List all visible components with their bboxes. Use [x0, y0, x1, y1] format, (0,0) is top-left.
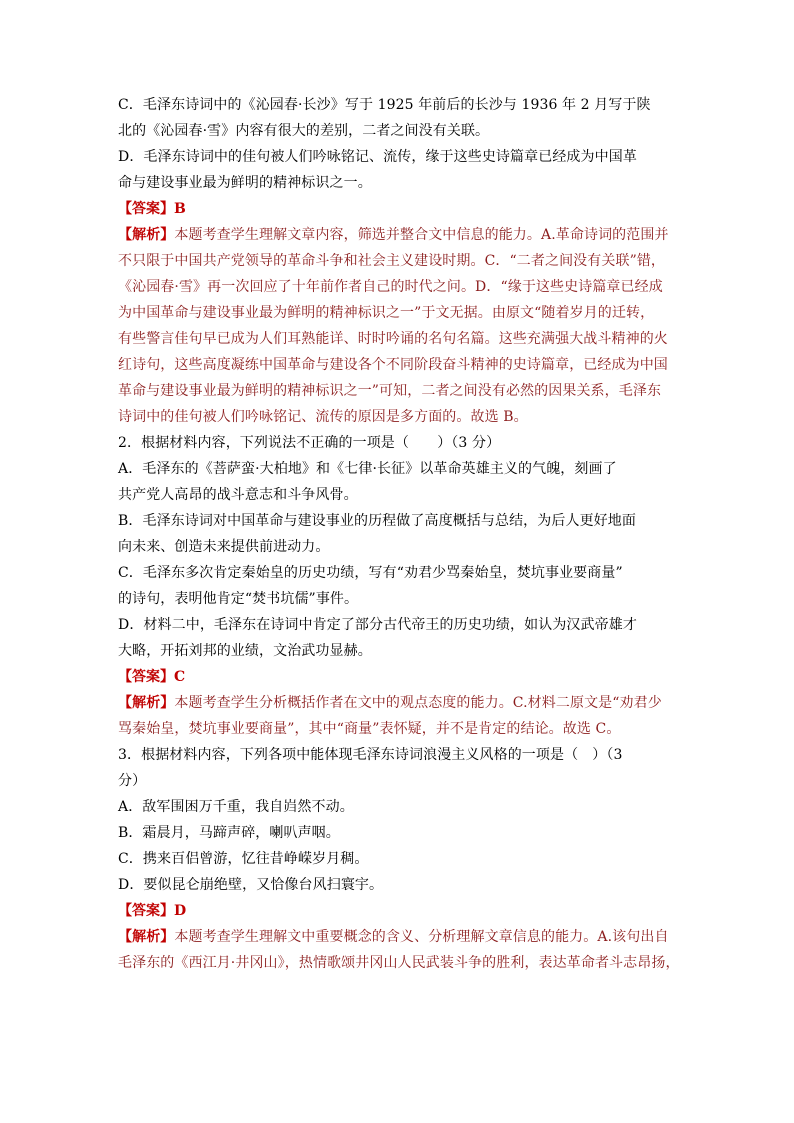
- text-line: 共产党人高昂的战斗意志和斗争风骨。: [118, 487, 358, 503]
- text-line: [118, 690, 682, 716]
- text-line: 北的《沁园春·雪》内容有很大的差别，二者之间没有关联。: [118, 123, 490, 139]
- q1-analysis: [118, 222, 682, 430]
- q2-option-a: [118, 456, 682, 508]
- q3-stem: [118, 742, 682, 794]
- text-line: 命与建设事业最为鲜明的精神标识之一。: [118, 175, 372, 191]
- q3-option-b: B．霜晨月，马蹄声碎，喇叭声咽。: [118, 825, 340, 841]
- answer-tag: 【答案】: [118, 201, 174, 217]
- text-line: 诗词中的佳句被人们吟咏铭记、流传的原因是多方面的。故选 B。: [118, 409, 528, 425]
- q3-analysis: [118, 924, 682, 976]
- q3-option-c: C．携来百侣曾游，忆往昔峥嵘岁月稠。: [118, 851, 369, 867]
- analysis-tag: 【解析】: [118, 695, 175, 711]
- answer-tag: 【答案】: [118, 903, 174, 919]
- q2-analysis: [118, 690, 682, 742]
- analysis-text: 本题考查学生分析概括作者在文中的观点态度的能力。C.材料二原文是“劝君少: [174, 695, 662, 711]
- text-line: 为中国革命与建设事业最为鲜明的精神标识之一”于文无据。由原文“随着岁月的迁转，: [118, 305, 655, 321]
- q2-option-c: [118, 560, 682, 612]
- answer-value: D: [174, 903, 187, 919]
- text-line: 有些警言佳句早已成为人们耳熟能详、时时吟诵的名句名篇。这些充满强大战斗精神的火: [118, 331, 668, 347]
- text-line: 分）: [118, 773, 147, 789]
- text-line: 2．根据材料内容，下列说法不正确的一项是（ ）（3 分）: [118, 435, 501, 451]
- q1-option-c: [118, 92, 682, 144]
- text-line: C．毛泽东多次肯定秦始皇的历史功绩，写有“劝君少骂秦始皇，焚坑事业要商量”: [118, 565, 623, 581]
- text-line: 大略，开拓刘邦的业绩，文治武功显赫。: [118, 643, 372, 659]
- text-line: 《沁园春·雪》再一次回应了十年前作者自己的时代之问。D．“缘于这些史诗篇章已经成: [118, 279, 663, 295]
- text-line: 不只限于中国共产党领导的革命斗争和社会主义建设时期。C．“二者之间没有关联”错，: [118, 253, 666, 269]
- q2-answer: [118, 664, 682, 690]
- text-line: [118, 924, 682, 950]
- text-line: C．毛泽东诗词中的《沁园春·长沙》写于 1925 年前后的长沙与 1936 年 2 月写于陕: [118, 97, 651, 113]
- text-line: 的诗句，表明他肯定“焚书坑儒”事件。: [118, 591, 359, 607]
- text-line: D．材料二中，毛泽东在诗词中肯定了部分古代帝王的历史功绩，如认为汉武帝雄才: [118, 617, 637, 633]
- q2-option-d: [118, 612, 682, 664]
- text-line: 骂秦始皇，焚坑事业要商量”，其中“商量”表怀疑，并不是肯定的结论。故选 C。: [118, 721, 621, 737]
- q1-option-d: [118, 144, 682, 196]
- q3-answer: [118, 898, 682, 924]
- text-line: D．毛泽东诗词中的佳句被人们吟咏铭记、流传，缘于这些史诗篇章已经成为中国革: [118, 149, 637, 165]
- answer-value: C: [174, 669, 186, 685]
- answer-tag: 【答案】: [118, 669, 174, 685]
- q3-option-a: A．敌军围困万千重，我自岿然不动。: [118, 799, 354, 815]
- analysis-tag: 【解析】: [118, 929, 175, 945]
- text-line: A．毛泽东的《菩萨蛮·大柏地》和《七律·长征》以革命英雄主义的气魄，刻画了: [118, 461, 617, 477]
- text-line: 红诗句，这些高度凝练中国革命与建设各个不同阶段奋斗精神的史诗篇章，已经成为中国: [118, 357, 668, 373]
- text-line: B．毛泽东诗词对中国革命与建设事业的历程做了高度概括与总结，为后人更好地面: [118, 513, 636, 529]
- q1-answer: [118, 196, 682, 222]
- text-line: 向未来、创造未来提供前进动力。: [118, 539, 330, 555]
- q2-option-b: [118, 508, 682, 560]
- text-line: 毛泽东的《西江月·井冈山》，热情歌颂井冈山人民武装斗争的胜利，表达革命者斗志昂扬，: [118, 955, 680, 971]
- q2-stem: [118, 430, 682, 456]
- text-line: [118, 222, 682, 248]
- document-page: [118, 92, 682, 976]
- text-line: 3．根据材料内容，下列各项中能体现毛泽东诗词浪漫主义风格的一项是（ ）（3: [118, 747, 623, 763]
- answer-value: B: [174, 201, 186, 217]
- text-line: 革命与建设事业最为鲜明的精神标识之一”可知，二者之间没有必然的因果关系，毛泽东: [118, 383, 662, 399]
- analysis-text: 本题考查学生理解文中重要概念的含义、分析理解文章信息的能力。A.该句出自: [174, 929, 669, 945]
- analysis-tag: 【解析】: [118, 227, 175, 243]
- analysis-text: 本题考查学生理解文章内容，筛选并整合文中信息的能力。A.革命诗词的范围并: [174, 227, 669, 243]
- q3-option-d: D．要似昆仑崩绝壁，又恰像台风扫寰宇。: [118, 877, 384, 893]
